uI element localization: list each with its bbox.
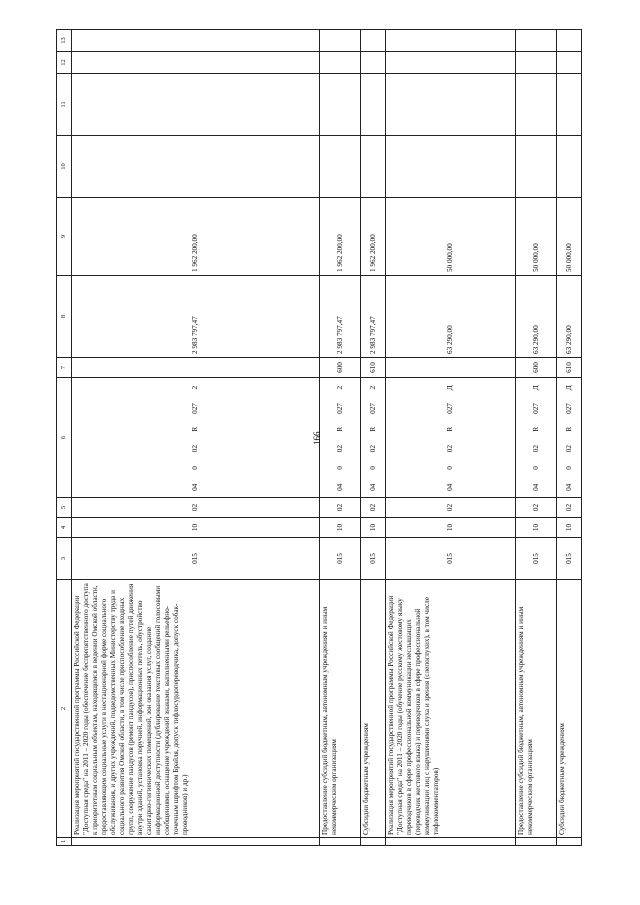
- amount-federal-cell: 50 000,00: [515, 198, 556, 276]
- expense-type-cell: [72, 358, 320, 378]
- code-part: 027: [191, 403, 200, 414]
- subsection-cell: 02: [557, 498, 582, 518]
- row-name-cell: Субсидии бюджетным учреждениям: [361, 580, 386, 838]
- code-part: 02: [191, 445, 200, 453]
- amount-federal-cell: 50 000,00: [557, 198, 582, 276]
- amount-federal-cell: 1 962 200,00: [361, 198, 386, 276]
- header-cell: 7: [57, 358, 72, 378]
- empty-cell: [515, 838, 556, 846]
- header-cell: 6: [57, 378, 72, 498]
- section-cell: 10: [515, 518, 556, 538]
- code-part: R: [191, 426, 200, 432]
- section-cell: 10: [386, 518, 516, 538]
- row-name-cell: Реализация мероприятий государственной программы Российской Федерации "Доступная среда" на 2011 – 2020 годы (обеспечение беспрепятственного доступа к приоритетным социальным объектам, находящимся в ведении Омской области, предоставляющим социальные услуги в нестационарной форме социального обслуживания, и других учреждений, подведомственных Министерству труда и социального развития Омской области, в том числе приспособление входных групп, сооружение пандусов (ремонт пандусов), приспособление путей движения внутри зданий, установка поручней, информационных петель, обустройство санитарно-гигиенических помещений, зон оказания услуг, создание информационной доступности (дублирование текстовых сообщений голосовыми сообщениями, оснащение учреждений знаками, выполненными рельефно-точечным шрифтом Брайля, допуск тифлосурдопереводчика, допуск собак-проводников) и др.): [72, 580, 320, 838]
- empty-cell: [386, 30, 516, 52]
- empty-cell: [72, 838, 320, 846]
- row-name-cell: Реализация мероприятий государственной программы Российской Федерации "Доступная среда" на 2011 – 2020 годы (обучение русскому жестовому языку переводчиков в сфере профессиональной коммуникации неслышащих (переводчик жестового языка) и переводчиков в сфере профессиональной коммуникации лиц с нарушениями слуха и зрения (слепоглухих), в том числе тифлокомментаторов): [386, 580, 516, 838]
- admin-code-cell: 015: [386, 538, 516, 580]
- target-article-cell: [361, 378, 386, 498]
- code-part: 027: [335, 403, 344, 414]
- code-part: 027: [445, 403, 454, 414]
- amount-federal-cell: 1 962 200,00: [320, 198, 361, 276]
- row-name-cell: Субсидии бюджетным учреждениям: [557, 580, 582, 838]
- empty-cell: [557, 136, 582, 198]
- empty-cell: [361, 838, 386, 846]
- empty-cell: [515, 74, 556, 136]
- amount-total-cell: 2 983 797,47: [320, 276, 361, 358]
- row-name-cell: Предоставление субсидий бюджетным, автономным учреждениям и иным некоммерческим организациям: [515, 580, 556, 838]
- table-row: [320, 30, 361, 846]
- code-part: 027: [531, 403, 540, 414]
- header-cell: 3: [57, 538, 72, 580]
- code-part: R: [564, 426, 573, 432]
- code-part: 04: [445, 483, 454, 491]
- admin-code-cell: 015: [557, 538, 582, 580]
- code-part: 02: [531, 445, 540, 453]
- empty-cell: [557, 30, 582, 52]
- target-article-cell: [72, 378, 320, 498]
- code-part: R: [335, 426, 344, 432]
- empty-cell: [72, 30, 320, 52]
- empty-cell: [361, 52, 386, 74]
- target-article-cell: [320, 378, 361, 498]
- code-part: 027: [368, 403, 377, 414]
- target-article-cell: [386, 378, 516, 498]
- code-part: Д: [564, 385, 573, 391]
- target-article-cell: [557, 378, 582, 498]
- amount-total-cell: 2 983 797,47: [72, 276, 320, 358]
- empty-cell: [320, 136, 361, 198]
- code-part: Д: [531, 385, 540, 391]
- code-part: 04: [335, 483, 344, 491]
- header-cell: 4: [57, 518, 72, 538]
- empty-cell: [361, 136, 386, 198]
- expense-type-cell: 610: [557, 358, 582, 378]
- empty-cell: [320, 30, 361, 52]
- subsection-cell: 02: [320, 498, 361, 518]
- code-part: 027: [564, 403, 573, 414]
- budget-table: [56, 29, 582, 846]
- code-part: R: [368, 426, 377, 432]
- code-part: 0: [445, 466, 454, 470]
- code-part: 0: [368, 466, 377, 470]
- header-cell: 2: [57, 580, 72, 838]
- table-row: [386, 30, 516, 846]
- code-part: 0: [335, 466, 344, 470]
- page-number: 166: [312, 431, 322, 445]
- empty-cell: [72, 52, 320, 74]
- code-part: 04: [191, 483, 200, 491]
- code-part: 04: [564, 483, 573, 491]
- amount-federal-cell: 1 962 200,00: [72, 198, 320, 276]
- admin-code-cell: 015: [515, 538, 556, 580]
- empty-cell: [320, 838, 361, 846]
- section-cell: 10: [361, 518, 386, 538]
- code-part: 02: [368, 445, 377, 453]
- admin-code-cell: 015: [361, 538, 386, 580]
- target-article-cell: [515, 378, 556, 498]
- empty-cell: [557, 52, 582, 74]
- empty-cell: [72, 74, 320, 136]
- header-cell: 9: [57, 198, 72, 276]
- code-part: R: [445, 426, 454, 432]
- code-part: 02: [564, 445, 573, 453]
- amount-total-cell: 63 290,00: [557, 276, 582, 358]
- empty-cell: [557, 838, 582, 846]
- code-part: 04: [531, 483, 540, 491]
- empty-cell: [515, 30, 556, 52]
- code-part: 2: [368, 385, 377, 390]
- rotated-table-container: [56, 30, 582, 846]
- code-part: 0: [191, 466, 200, 470]
- header-cell: 5: [57, 498, 72, 518]
- empty-cell: [386, 52, 516, 74]
- amount-total-cell: 63 290,00: [515, 276, 556, 358]
- code-part: 02: [335, 445, 344, 453]
- expense-type-cell: 610: [361, 358, 386, 378]
- expense-type-cell: 600: [515, 358, 556, 378]
- code-part: Д: [445, 385, 454, 391]
- empty-cell: [320, 52, 361, 74]
- header-cell: 8: [57, 276, 72, 358]
- empty-cell: [361, 30, 386, 52]
- code-part: 04: [368, 483, 377, 491]
- empty-cell: [320, 74, 361, 136]
- header-cell: 10: [57, 136, 72, 198]
- empty-cell: [386, 74, 516, 136]
- subsection-cell: 02: [515, 498, 556, 518]
- code-part: 2: [191, 385, 200, 390]
- subsection-cell: 02: [361, 498, 386, 518]
- amount-total-cell: 63 290,00: [386, 276, 516, 358]
- amount-federal-cell: 50 000,00: [386, 198, 516, 276]
- header-cell: 12: [57, 52, 72, 74]
- code-part: 02: [445, 445, 454, 453]
- table-row: [515, 30, 556, 846]
- row-name-cell: Предоставление субсидий бюджетным, автономным учреждениям и иным некоммерческим организациям: [320, 580, 361, 838]
- code-part: R: [531, 426, 540, 432]
- empty-cell: [386, 136, 516, 198]
- table-row: [72, 30, 320, 846]
- subsection-cell: 02: [72, 498, 320, 518]
- header-cell: 11: [57, 74, 72, 136]
- empty-cell: [386, 838, 516, 846]
- empty-cell: [515, 52, 556, 74]
- section-cell: 10: [72, 518, 320, 538]
- header-cell: 1: [57, 838, 72, 846]
- expense-type-cell: 600: [320, 358, 361, 378]
- table-row: [361, 30, 386, 846]
- section-cell: 10: [320, 518, 361, 538]
- header-cell: 13: [57, 30, 72, 52]
- table-row: [557, 30, 582, 846]
- empty-cell: [72, 136, 320, 198]
- expense-type-cell: [386, 358, 516, 378]
- admin-code-cell: 015: [72, 538, 320, 580]
- code-part: 0: [531, 466, 540, 470]
- empty-cell: [361, 74, 386, 136]
- code-part: 0: [564, 466, 573, 470]
- empty-cell: [515, 136, 556, 198]
- code-part: 2: [335, 385, 344, 390]
- header-row: [57, 30, 72, 846]
- amount-total-cell: 2 983 797,47: [361, 276, 386, 358]
- section-cell: 10: [557, 518, 582, 538]
- admin-code-cell: 015: [320, 538, 361, 580]
- empty-cell: [557, 74, 582, 136]
- subsection-cell: 02: [386, 498, 516, 518]
